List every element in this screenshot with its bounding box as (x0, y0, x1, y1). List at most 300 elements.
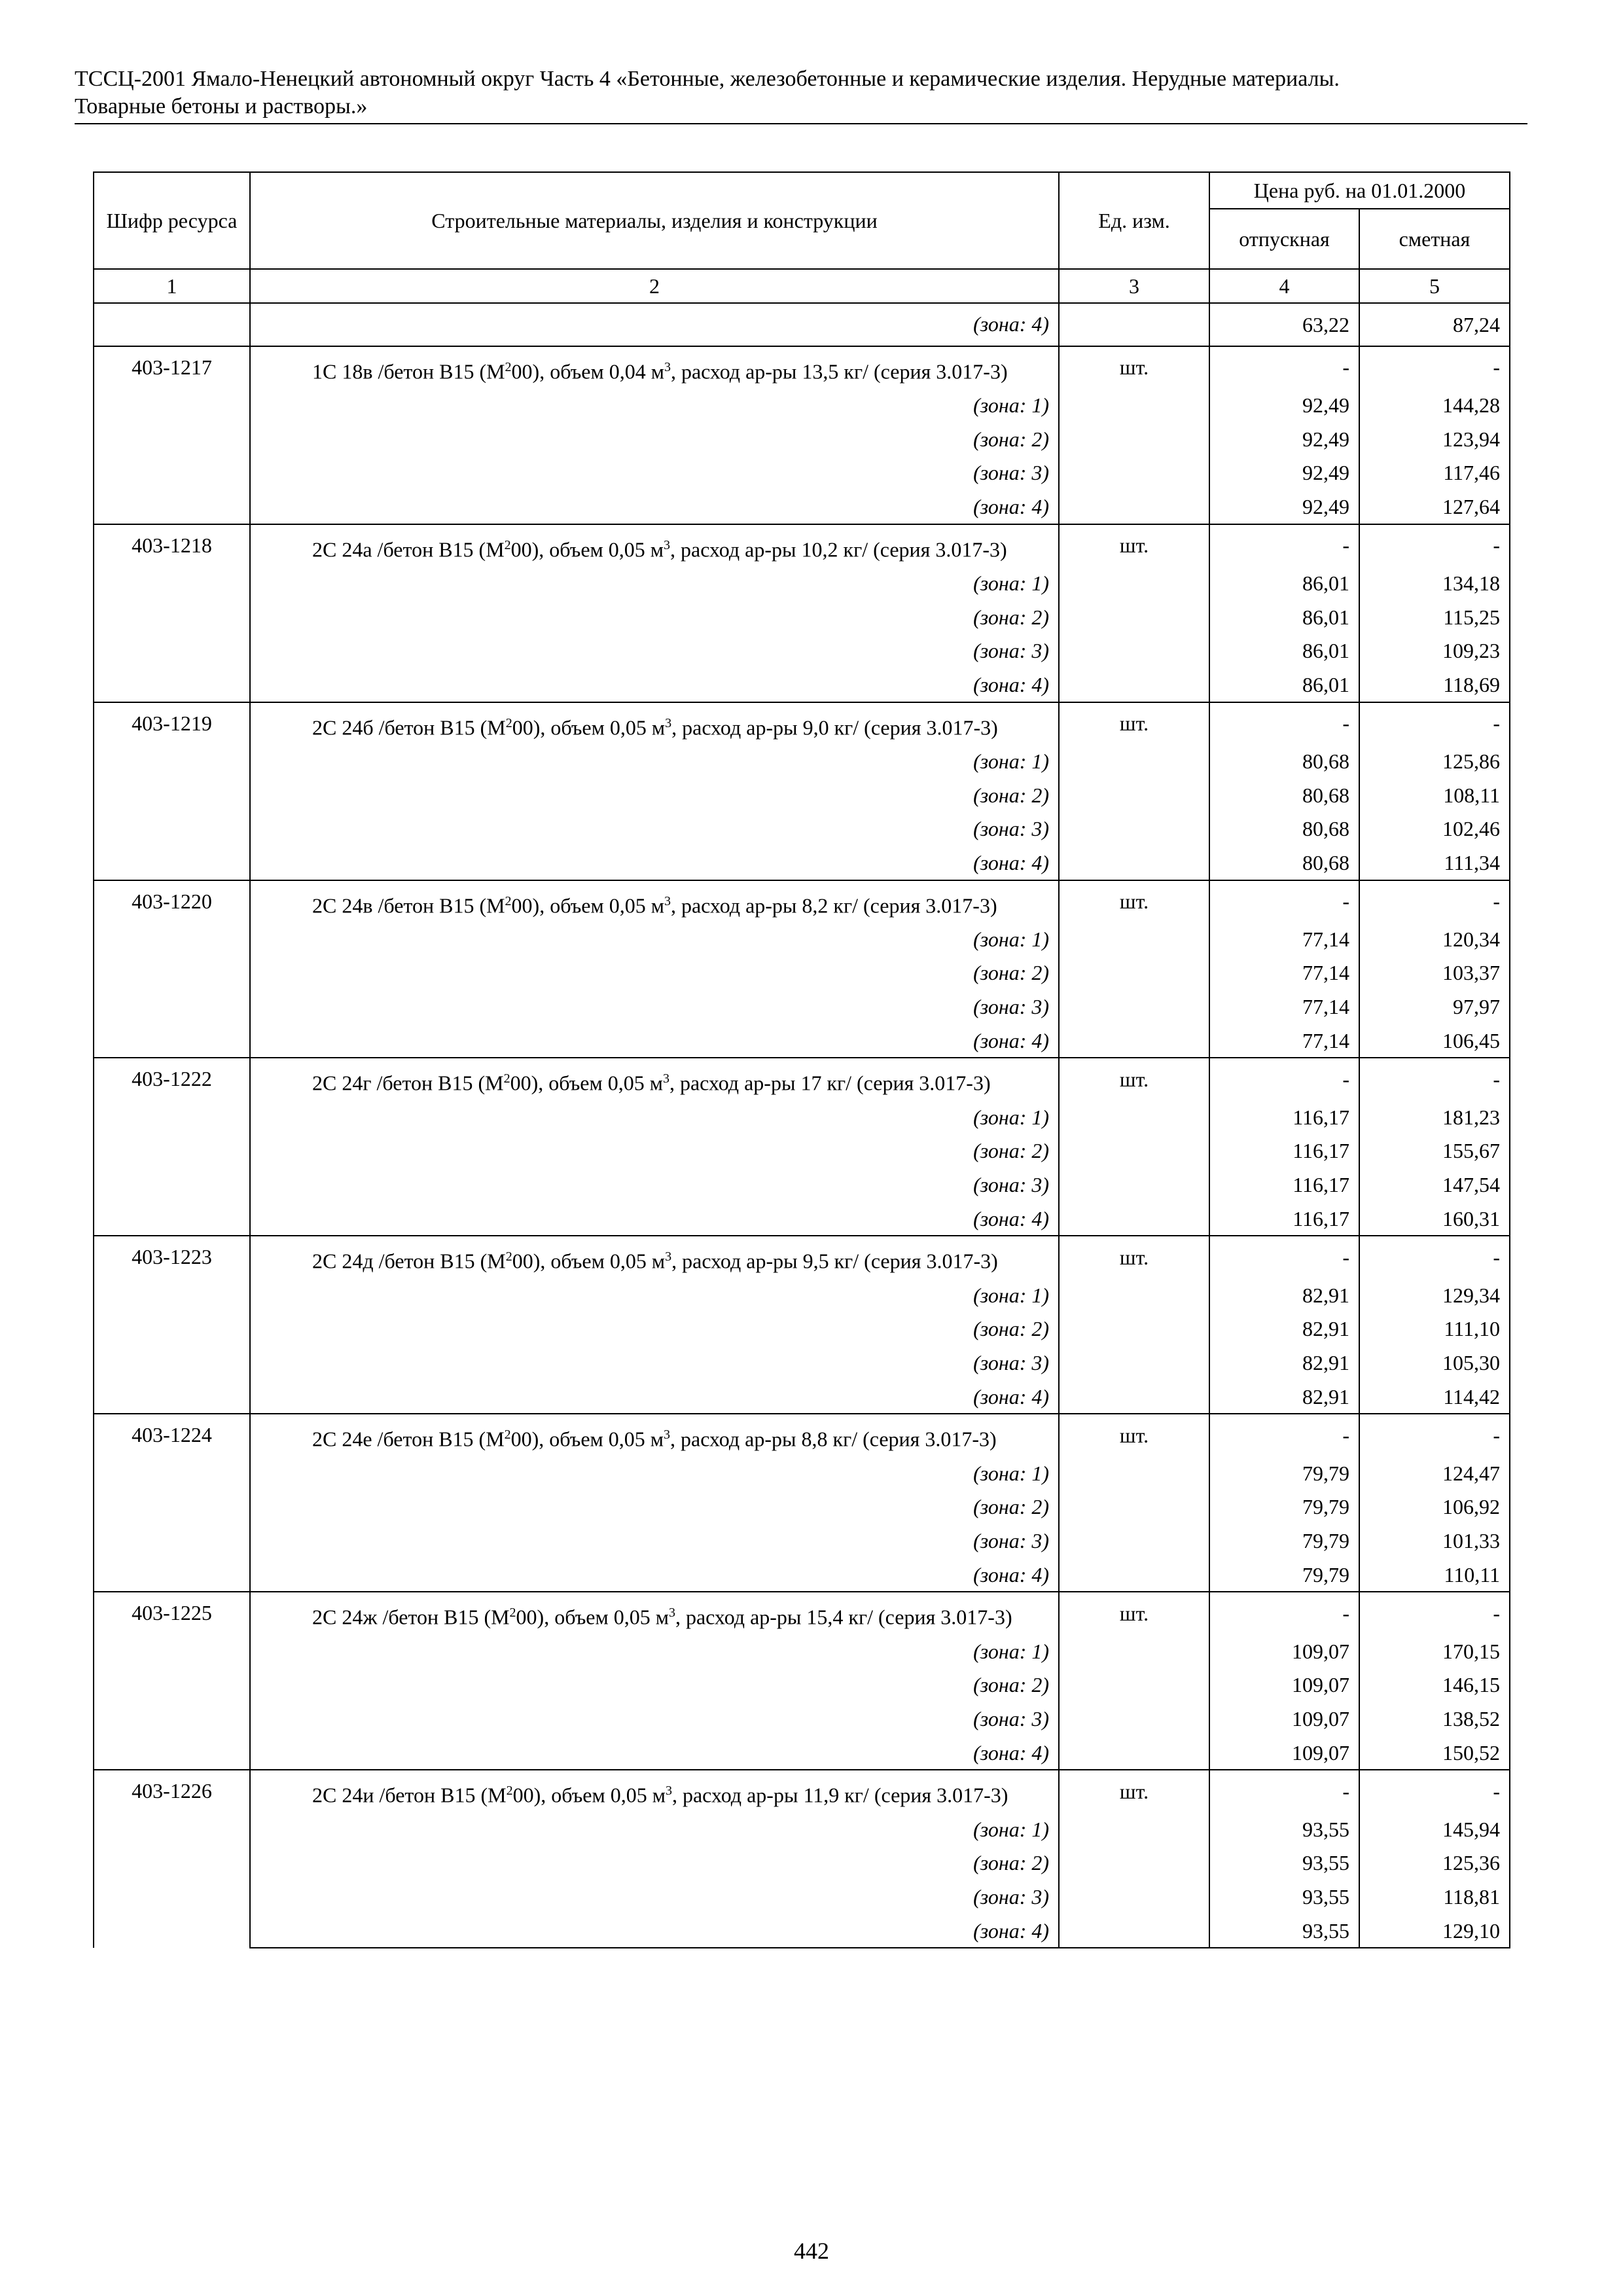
col-header-unit: Ед. изм. (1059, 172, 1209, 269)
description-text: 00), объем 0,05 м (510, 1071, 663, 1096)
zone-release-price: 86,01 (1209, 634, 1359, 668)
zone-label: (зона: 3) (250, 1880, 1059, 1914)
zone-estimate-price: 138,52 (1359, 1702, 1510, 1736)
description-text: 2С 24а /бетон В15 (М (312, 537, 505, 562)
item-unit: шт. (1059, 880, 1209, 923)
item-row (94, 1414, 1510, 1456)
zone-release-price: 82,91 (1209, 1278, 1359, 1312)
zone-unit (1059, 1880, 1209, 1914)
description-text: 2С 24б /бетон В15 (М (312, 715, 506, 740)
superscript: 3 (662, 1071, 669, 1086)
superscript: 2 (506, 1784, 513, 1799)
zone-release-price: 116,17 (1209, 1134, 1359, 1168)
zone-row (94, 1168, 1510, 1202)
superscript: 3 (664, 359, 671, 374)
item-code: 403-1218 (94, 524, 250, 702)
zone-estimate-price: 134,18 (1359, 566, 1510, 600)
zone-label: (зона: 3) (250, 1524, 1059, 1558)
zone-unit (1059, 1812, 1209, 1846)
zone-release-price: 77,14 (1209, 990, 1359, 1024)
zone-label: (зона: 2) (250, 1134, 1059, 1168)
item-unit: шт. (1059, 1770, 1209, 1812)
zone-unit (1059, 778, 1209, 812)
carryover-release: 63,22 (1209, 303, 1359, 346)
item-unit: шт. (1059, 1592, 1209, 1634)
zone-release-price: 86,01 (1209, 600, 1359, 634)
zone-row (94, 778, 1510, 812)
zone-release-price: 77,14 (1209, 922, 1359, 956)
item-unit: шт. (1059, 1414, 1209, 1456)
item-estimate-price: - (1359, 1058, 1510, 1100)
zone-row (94, 1880, 1510, 1914)
description-text: , расход ар-ры 9,5 кг/ (серия 3.017-3) (671, 1249, 998, 1274)
superscript: 3 (664, 537, 671, 552)
description-text: 2С 24г /бетон В15 (М (312, 1071, 504, 1096)
zone-estimate-price: 110,11 (1359, 1558, 1510, 1592)
zone-estimate-price: 109,23 (1359, 634, 1510, 668)
superscript: 3 (664, 1427, 671, 1443)
zone-row (94, 1202, 1510, 1236)
item-code: 403-1223 (94, 1236, 250, 1414)
zone-estimate-price: 97,97 (1359, 990, 1510, 1024)
zone-estimate-price: 117,46 (1359, 456, 1510, 490)
zone-unit (1059, 1278, 1209, 1312)
description-text: 00), объем 0,04 м (511, 359, 664, 384)
zone-label: (зона: 2) (250, 1490, 1059, 1524)
col-header-release: отпускная (1209, 209, 1359, 269)
item-description (250, 1414, 1059, 1456)
item-estimate-price: - (1359, 702, 1510, 745)
item-release-price: - (1209, 524, 1359, 567)
zone-release-price: 79,79 (1209, 1558, 1359, 1592)
item-estimate-price: - (1359, 1770, 1510, 1812)
zone-row (94, 600, 1510, 634)
zone-estimate-price: 118,69 (1359, 668, 1510, 702)
item-estimate-price: - (1359, 524, 1510, 567)
zone-row (94, 1346, 1510, 1380)
item-description (250, 346, 1059, 389)
zone-row (94, 1558, 1510, 1592)
zone-estimate-price: 106,45 (1359, 1024, 1510, 1058)
col-number-5: 5 (1359, 269, 1510, 303)
zone-unit (1059, 1914, 1209, 1948)
zone-label: (зона: 2) (250, 422, 1059, 456)
superscript: 2 (505, 359, 512, 374)
description-text: 00), объем 0,05 м (512, 1784, 666, 1807)
carryover-zone: (зона: 4) (250, 303, 1059, 346)
zone-release-price: 116,17 (1209, 1168, 1359, 1202)
zone-unit (1059, 744, 1209, 778)
superscript: 2 (505, 893, 512, 908)
item-code: 403-1224 (94, 1414, 250, 1592)
zone-release-price: 92,49 (1209, 388, 1359, 422)
carryover-estimate: 87,24 (1359, 303, 1510, 346)
zone-label: (зона: 3) (250, 1702, 1059, 1736)
zone-label: (зона: 4) (250, 1024, 1059, 1058)
zone-label: (зона: 4) (250, 846, 1059, 880)
col-number-3: 3 (1059, 269, 1209, 303)
zone-release-price: 109,07 (1209, 1668, 1359, 1702)
zone-label: (зона: 1) (250, 1100, 1059, 1134)
zone-label: (зона: 3) (250, 1168, 1059, 1202)
zone-unit (1059, 1736, 1209, 1770)
zone-label: (зона: 1) (250, 922, 1059, 956)
zone-row (94, 744, 1510, 778)
item-description (250, 1236, 1059, 1278)
page-number: 442 (794, 2238, 829, 2264)
zone-label: (зона: 1) (250, 1456, 1059, 1490)
zone-unit (1059, 388, 1209, 422)
zone-release-price: 109,07 (1209, 1634, 1359, 1668)
item-code: 403-1217 (94, 346, 250, 524)
superscript: 2 (503, 1071, 510, 1086)
item-release-price: - (1209, 880, 1359, 923)
zone-label: (зона: 1) (250, 388, 1059, 422)
zone-unit (1059, 600, 1209, 634)
zone-unit (1059, 812, 1209, 846)
zone-release-price: 79,79 (1209, 1456, 1359, 1490)
zone-row (94, 456, 1510, 490)
zone-row (94, 1524, 1510, 1558)
item-estimate-price: - (1359, 1414, 1510, 1456)
zone-estimate-price: 150,52 (1359, 1736, 1510, 1770)
zone-estimate-price: 103,37 (1359, 956, 1510, 990)
zone-release-price: 93,55 (1209, 1812, 1359, 1846)
description-text: 2С 24и /бетон В15 (М (312, 1784, 507, 1807)
description-text: 00), объем 0,05 м (512, 715, 666, 740)
col-number-2: 2 (250, 269, 1059, 303)
zone-release-price: 82,91 (1209, 1380, 1359, 1414)
zone-release-price: 109,07 (1209, 1736, 1359, 1770)
zone-unit (1059, 1346, 1209, 1380)
item-description (250, 1592, 1059, 1634)
zone-row (94, 1490, 1510, 1524)
header-rule (75, 123, 1527, 124)
zone-release-price: 92,49 (1209, 456, 1359, 490)
zone-label: (зона: 2) (250, 1312, 1059, 1346)
zone-unit (1059, 1524, 1209, 1558)
item-estimate-price: - (1359, 346, 1510, 389)
zone-estimate-price: 108,11 (1359, 778, 1510, 812)
zone-label: (зона: 1) (250, 1812, 1059, 1846)
item-row (94, 880, 1510, 923)
superscript: 3 (668, 1605, 675, 1621)
description-text: , расход ар-ры 11,9 кг/ (серия 3.017-3) (671, 1784, 1008, 1807)
superscript: 2 (505, 715, 512, 730)
zone-label: (зона: 2) (250, 600, 1059, 634)
item-estimate-price: - (1359, 1236, 1510, 1278)
description-text: 00), объем 0,05 м (511, 893, 664, 918)
item-estimate-price: - (1359, 1592, 1510, 1634)
zone-label: (зона: 4) (250, 1914, 1059, 1948)
zone-label: (зона: 3) (250, 634, 1059, 668)
item-description (250, 1058, 1059, 1100)
superscript: 2 (504, 1427, 511, 1443)
zone-row (94, 1456, 1510, 1490)
col-header-materials: Строительные материалы, изделия и конструкции (250, 172, 1059, 269)
zone-release-price: 79,79 (1209, 1490, 1359, 1524)
zone-unit (1059, 1380, 1209, 1414)
col-number-4: 4 (1209, 269, 1359, 303)
zone-estimate-price: 129,34 (1359, 1278, 1510, 1312)
zone-row (94, 1312, 1510, 1346)
zone-release-price: 79,79 (1209, 1524, 1359, 1558)
zone-release-price: 92,49 (1209, 422, 1359, 456)
header-line-2: Товарные бетоны и растворы.» (75, 94, 368, 118)
item-code: 403-1220 (94, 880, 250, 1058)
zone-row (94, 668, 1510, 702)
zone-unit (1059, 1846, 1209, 1880)
zone-release-price: 77,14 (1209, 1024, 1359, 1058)
item-unit: шт. (1059, 1058, 1209, 1100)
zone-estimate-price: 129,10 (1359, 1914, 1510, 1948)
zone-label: (зона: 4) (250, 668, 1059, 702)
item-unit: шт. (1059, 524, 1209, 567)
item-row (94, 702, 1510, 745)
zone-label: (зона: 4) (250, 1736, 1059, 1770)
header-line-1: ТССЦ-2001 Ямало-Ненецкий автономный округ Часть 4 «Бетонные, железобетонные и керамические изделия. Нерудные материалы. (75, 67, 1340, 91)
zone-unit (1059, 1634, 1209, 1668)
zone-estimate-price: 111,10 (1359, 1312, 1510, 1346)
zone-release-price: 116,17 (1209, 1202, 1359, 1236)
zone-row (94, 1914, 1510, 1948)
zone-label: (зона: 4) (250, 1202, 1059, 1236)
superscript: 2 (505, 1249, 512, 1265)
description-text: 2С 24д /бетон В15 (М (312, 1249, 506, 1274)
zone-estimate-price: 118,81 (1359, 1880, 1510, 1914)
description-text: , расход ар-ры 13,5 кг/ (серия 3.017-3) (670, 359, 1008, 384)
item-release-price: - (1209, 1770, 1359, 1812)
zone-unit (1059, 490, 1209, 524)
zone-row (94, 1702, 1510, 1736)
col-header-estimate: сметная (1359, 209, 1510, 269)
table-body (94, 303, 1510, 1948)
item-row (94, 346, 1510, 389)
description-text: 00), объем 0,05 м (510, 1427, 664, 1452)
carryover-unit (1059, 303, 1209, 346)
zone-row (94, 922, 1510, 956)
item-release-price: - (1209, 1592, 1359, 1634)
zone-unit (1059, 634, 1209, 668)
zone-label: (зона: 3) (250, 990, 1059, 1024)
zone-label: (зона: 1) (250, 566, 1059, 600)
price-table (93, 171, 1510, 1948)
zone-estimate-price: 106,92 (1359, 1490, 1510, 1524)
zone-unit (1059, 846, 1209, 880)
zone-row (94, 1100, 1510, 1134)
description-text: 2С 24в /бетон В15 (М (312, 893, 505, 918)
zone-estimate-price: 125,36 (1359, 1846, 1510, 1880)
zone-unit (1059, 456, 1209, 490)
zone-label: (зона: 2) (250, 956, 1059, 990)
zone-row (94, 422, 1510, 456)
col-number-1: 1 (94, 269, 250, 303)
zone-row (94, 388, 1510, 422)
zone-estimate-price: 120,34 (1359, 922, 1510, 956)
description-text: , расход ар-ры 15,4 кг/ (серия 3.017-3) (675, 1605, 1012, 1630)
superscript: 3 (665, 1784, 672, 1799)
zone-label: (зона: 2) (250, 778, 1059, 812)
description-text: , расход ар-ры 9,0 кг/ (серия 3.017-3) (671, 715, 998, 740)
zone-row (94, 1134, 1510, 1168)
zone-row (94, 846, 1510, 880)
item-row (94, 1236, 1510, 1278)
zone-release-price: 80,68 (1209, 744, 1359, 778)
zone-release-price: 77,14 (1209, 956, 1359, 990)
zone-estimate-price: 144,28 (1359, 388, 1510, 422)
zone-unit (1059, 1134, 1209, 1168)
zone-unit (1059, 956, 1209, 990)
carryover-row (94, 303, 1510, 346)
item-unit: шт. (1059, 1236, 1209, 1278)
zone-label: (зона: 4) (250, 1558, 1059, 1592)
zone-estimate-price: 111,34 (1359, 846, 1510, 880)
zone-release-price: 82,91 (1209, 1346, 1359, 1380)
zone-label: (зона: 4) (250, 490, 1059, 524)
zone-release-price: 80,68 (1209, 812, 1359, 846)
zone-row (94, 1278, 1510, 1312)
zone-unit (1059, 566, 1209, 600)
zone-estimate-price: 155,67 (1359, 1134, 1510, 1168)
superscript: 3 (664, 893, 671, 908)
zone-release-price: 116,17 (1209, 1100, 1359, 1134)
description-text: 2С 24е /бетон В15 (М (312, 1427, 505, 1452)
zone-label: (зона: 3) (250, 1346, 1059, 1380)
zone-release-price: 86,01 (1209, 566, 1359, 600)
zone-estimate-price: 114,42 (1359, 1380, 1510, 1414)
superscript: 2 (509, 1605, 516, 1621)
zone-estimate-price: 160,31 (1359, 1202, 1510, 1236)
item-release-price: - (1209, 1236, 1359, 1278)
zone-unit (1059, 922, 1209, 956)
zone-estimate-price: 127,64 (1359, 490, 1510, 524)
item-description (250, 524, 1059, 567)
zone-label: (зона: 1) (250, 1634, 1059, 1668)
carryover-code (94, 303, 250, 346)
zone-unit (1059, 1490, 1209, 1524)
col-header-price-group: Цена руб. на 01.01.2000 (1209, 172, 1510, 209)
item-unit: шт. (1059, 346, 1209, 389)
zone-unit (1059, 422, 1209, 456)
superscript: 3 (665, 1249, 672, 1265)
item-code: 403-1226 (94, 1770, 250, 1948)
zone-label: (зона: 1) (250, 1278, 1059, 1312)
zone-estimate-price: 115,25 (1359, 600, 1510, 634)
item-unit: шт. (1059, 702, 1209, 745)
zone-release-price: 86,01 (1209, 668, 1359, 702)
zone-release-price: 93,55 (1209, 1846, 1359, 1880)
zone-label: (зона: 1) (250, 744, 1059, 778)
description-text: 00), объем 0,05 м (516, 1605, 669, 1630)
description-text: , расход ар-ры 17 кг/ (серия 3.017-3) (669, 1071, 991, 1096)
zone-release-price: 82,91 (1209, 1312, 1359, 1346)
zone-label: (зона: 2) (250, 1846, 1059, 1880)
item-estimate-price: - (1359, 880, 1510, 923)
zone-release-price: 93,55 (1209, 1914, 1359, 1948)
col-header-code: Шифр ресурса (94, 172, 250, 269)
zone-unit (1059, 1100, 1209, 1134)
description-text: , расход ар-ры 10,2 кг/ (серия 3.017-3) (670, 537, 1007, 562)
superscript: 2 (504, 537, 511, 552)
item-description (250, 702, 1059, 745)
description-text: 00), объем 0,05 м (512, 1249, 666, 1274)
item-code: 403-1219 (94, 702, 250, 880)
zone-unit (1059, 990, 1209, 1024)
zone-estimate-price: 146,15 (1359, 1668, 1510, 1702)
item-row (94, 524, 1510, 567)
zone-release-price: 109,07 (1209, 1702, 1359, 1736)
item-release-price: - (1209, 1414, 1359, 1456)
zone-unit (1059, 1024, 1209, 1058)
zone-row (94, 956, 1510, 990)
zone-release-price: 80,68 (1209, 846, 1359, 880)
superscript: 3 (665, 715, 672, 730)
item-release-price: - (1209, 1058, 1359, 1100)
zone-unit (1059, 1702, 1209, 1736)
zone-unit (1059, 1168, 1209, 1202)
description-text: 00), объем 0,05 м (510, 537, 664, 562)
zone-estimate-price: 145,94 (1359, 1812, 1510, 1846)
description-text: , расход ар-ры 8,2 кг/ (серия 3.017-3) (670, 893, 997, 918)
zone-unit (1059, 1202, 1209, 1236)
zone-row (94, 1024, 1510, 1058)
zone-label: (зона: 2) (250, 1668, 1059, 1702)
item-code: 403-1225 (94, 1592, 250, 1770)
item-release-price: - (1209, 346, 1359, 389)
zone-unit (1059, 668, 1209, 702)
description-text: 1С 18в /бетон В15 (М (312, 359, 505, 384)
zone-unit (1059, 1558, 1209, 1592)
item-row (94, 1592, 1510, 1634)
zone-estimate-price: 181,23 (1359, 1100, 1510, 1134)
zone-release-price: 80,68 (1209, 778, 1359, 812)
zone-row (94, 812, 1510, 846)
zone-estimate-price: 105,30 (1359, 1346, 1510, 1380)
zone-row (94, 634, 1510, 668)
zone-estimate-price: 123,94 (1359, 422, 1510, 456)
zone-row (94, 1812, 1510, 1846)
zone-row (94, 1634, 1510, 1668)
document-header (75, 65, 1527, 120)
item-release-price: - (1209, 702, 1359, 745)
zone-row (94, 1846, 1510, 1880)
zone-estimate-price: 102,46 (1359, 812, 1510, 846)
zone-label: (зона: 3) (250, 812, 1059, 846)
zone-unit (1059, 1456, 1209, 1490)
zone-release-price: 92,49 (1209, 490, 1359, 524)
item-code: 403-1222 (94, 1058, 250, 1236)
description-text: 2С 24ж /бетон В15 (М (312, 1605, 510, 1630)
zone-estimate-price: 101,33 (1359, 1524, 1510, 1558)
item-description (250, 880, 1059, 923)
zone-label: (зона: 3) (250, 456, 1059, 490)
zone-row (94, 990, 1510, 1024)
zone-row (94, 566, 1510, 600)
zone-row (94, 1668, 1510, 1702)
item-description (250, 1770, 1059, 1812)
zone-unit (1059, 1668, 1209, 1702)
zone-estimate-price: 125,86 (1359, 744, 1510, 778)
zone-unit (1059, 1312, 1209, 1346)
description-text: , расход ар-ры 8,8 кг/ (серия 3.017-3) (670, 1427, 997, 1452)
zone-estimate-price: 124,47 (1359, 1456, 1510, 1490)
zone-label: (зона: 4) (250, 1380, 1059, 1414)
zone-estimate-price: 147,54 (1359, 1168, 1510, 1202)
zone-row (94, 490, 1510, 524)
zone-estimate-price: 170,15 (1359, 1634, 1510, 1668)
zone-row (94, 1736, 1510, 1770)
item-row (94, 1058, 1510, 1100)
